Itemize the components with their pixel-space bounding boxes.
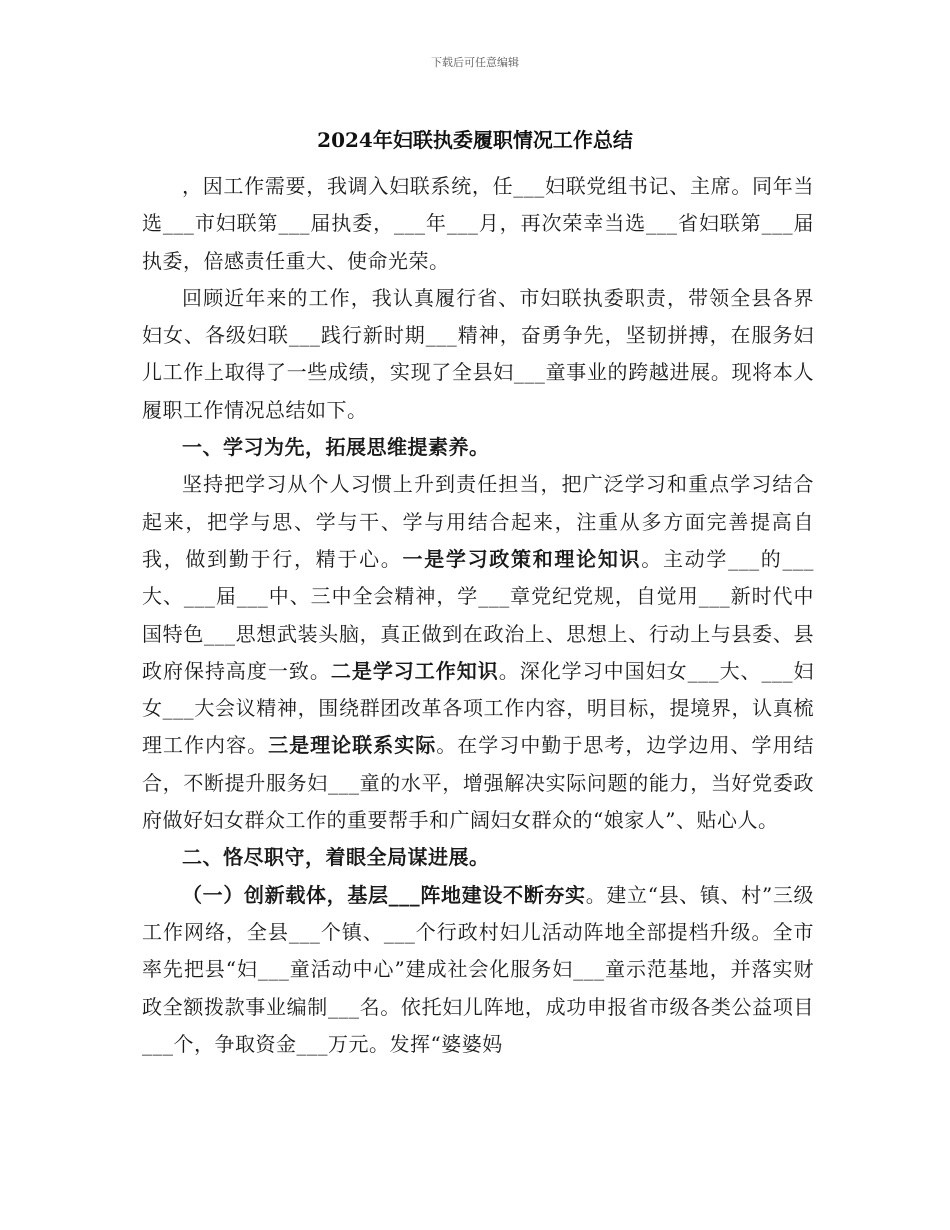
section-heading-2: 二、恪尽职守，着眼全局谋进展。: [182, 845, 490, 870]
paragraph-study-text-1: 坚持把学习从个人习惯上升到责任担当，把广泛学习和重点学习结合起来，把学与思、学与干、学与用结合起来，注重从多方面完善提高自我，做到勤于行，精于心。: [142, 472, 814, 571]
document-title: 2024年妇联执委履职情况工作总结: [317, 128, 633, 152]
paragraph-study-point-3: 三是理论联系实际: [268, 733, 437, 758]
paragraph-study-text-4: 。在学习中勤于思考，边学边用、学用结合，不断提升服务妇___童的水平，增强解决实际问题的能力，当好党委政府做好妇女群众工作的重要帮手和广阔妇女群众的“娘家人”、贴心人。: [142, 733, 815, 833]
paragraph-position: [142, 877, 814, 1063]
page-header-note: 下载后可任意编辑: [431, 56, 519, 69]
section-heading-1: 一、学习为先，拓展思维提素养。: [182, 435, 490, 460]
paragraph-intro: ，因工作需要，我调入妇联系统，任___妇联党组书记、主席。同年当选___市妇联第___届执委，___年___月，再次荣幸当选___省妇联第___届执委，倍感责任重大、使命光荣。: [142, 174, 814, 273]
paragraph-study: [142, 466, 814, 839]
paragraph-position-text: 。建立“县、镇、村”三级工作网络，全县___个镇、___个行政村妇儿活动阵地全部提档升级。全市率先把县“妇___童活动中心”建成社会化服务妇___童示范基地，并落实财政全额拨款事业编制___名。依托妇儿阵地，成功申报省市级各类公益项目___个，争取资金___万元。发挥“婆婆妈: [142, 882, 815, 1056]
paragraph-position-subheading: （一）创新载体，基层___阵地建设不断夯实: [182, 882, 586, 907]
paragraph-study-text-3: 。深化学习中国妇女___大、___妇女___大会议精神，围绕群团改革各项工作内容，明目标，提境界，认真梳理工作内容。: [142, 658, 815, 758]
paragraph-study-text-2: 。主动学___的___大、___届___中、三中全会精神，学___章党纪党规，自觉用___新时代中国特色___思想武装头脑，真正做到在政治上、思想上、行动上与县委、县政府保持高度一致。: [142, 546, 815, 683]
paragraph-study-point-2: 二是学习工作知识: [330, 658, 499, 683]
document-body: [142, 168, 814, 1063]
paragraph-review: 回顾近年来的工作，我认真履行省、市妇联执委职责，带领全县各界妇女、各级妇联___践行新时期___精神，奋勇争先，坚韧拼搏，在服务妇儿工作上取得了一些成绩，实现了全县妇___童事业的跨越进展。现将本人履职工作情况总结如下。: [142, 285, 814, 422]
paragraph-study-point-1: 一是学习政策和理论知识: [402, 546, 642, 571]
